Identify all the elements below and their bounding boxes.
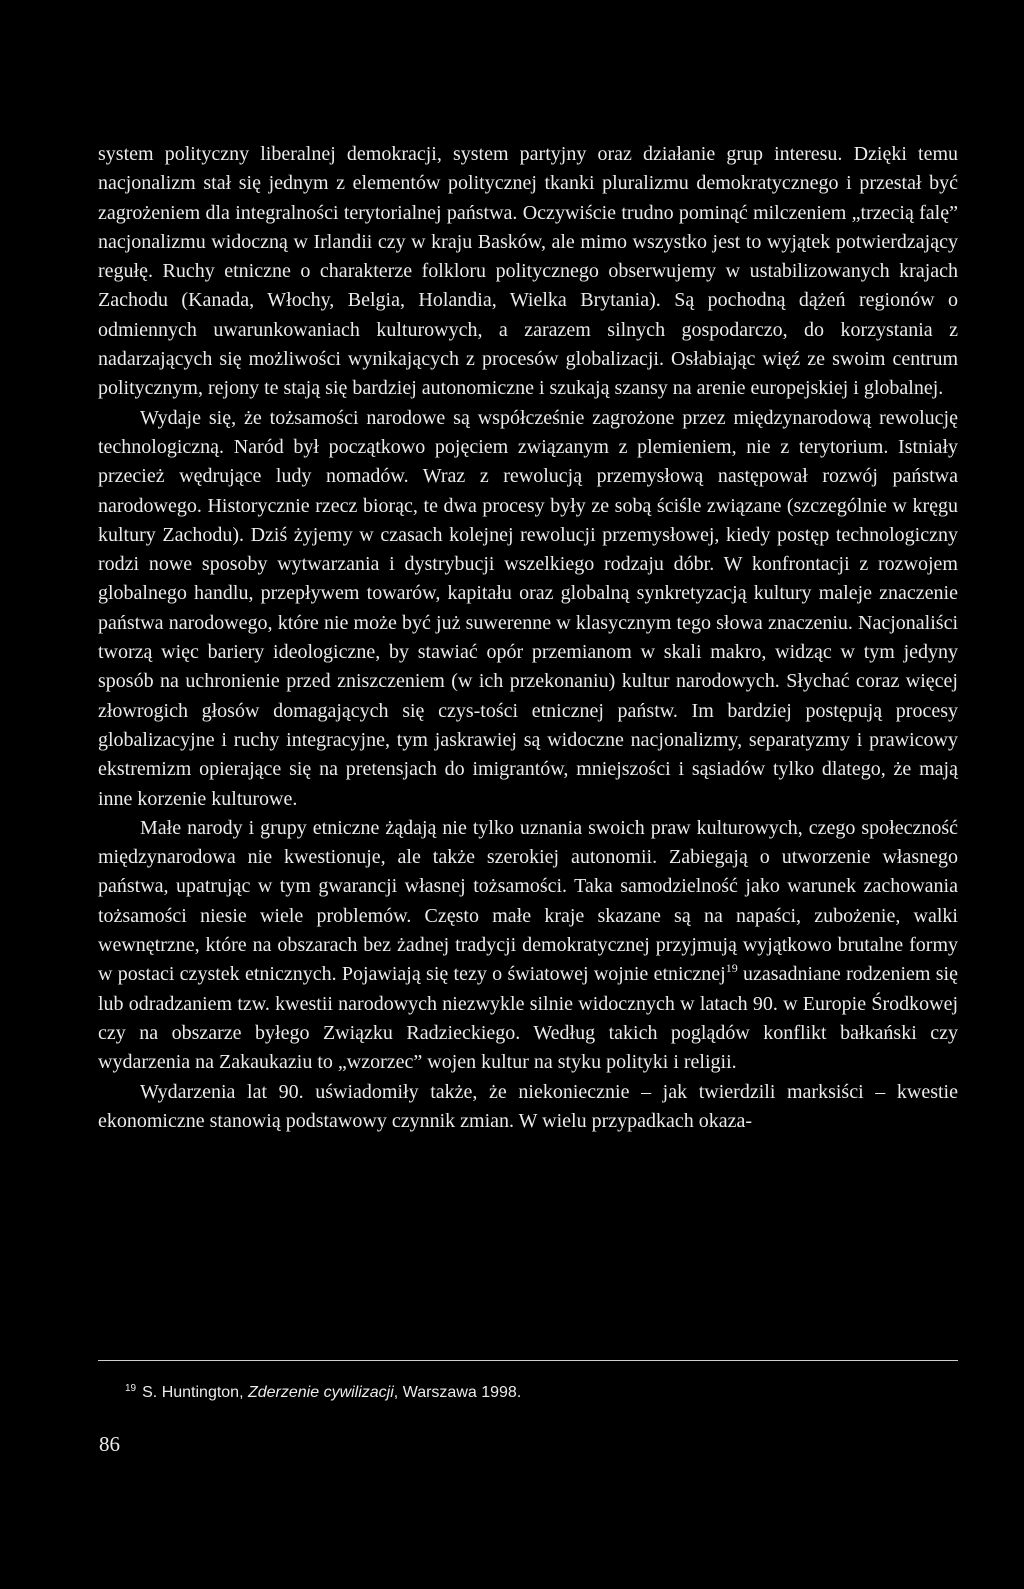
paragraph-text-before-ref: Małe narody i grupy etniczne żądają nie tylko uznania swoich praw kulturowych, czego społeczność międzynarodowa nie kwestionuje, ale także szerokiej autonomii. Zabiegają o utworzenie własnego państwa, upatrując w tym gwarancji własnej tożsamości. Taka samodzielność jako warunek zachowania tożsamości niesie wiele problemów. Często małe kraje skazane są na napaści, zubożenie, walki wewnętrzne, które na obszarach bez żadnej tradycji demokratycznej przyjmują wyjątkowo brutalne formy w postaci czystek etnicznych. Pojawiają się tezy o światowej wojnie etnicznej — [98, 816, 958, 986]
footnote-title: Zderzenie cywilizacji — [247, 1384, 394, 1401]
paragraph-events-90s: Wydarzenia lat 90. uświadomiły także, że niekoniecznie – jak twierdzili marksiści – kwestie ekonomiczne stanowią podstawowy czynnik zmian. W wielu przypadkach okaza- — [98, 1080, 958, 1132]
paragraph-continuation: system polityczny liberalnej demokracji, system partyjny oraz działanie grup interesu. Dzięki temu nacjonalizm stał się jednym z elementów politycznej tkanki pluralizmu demokratycznego i przestał być zagrożeniem dla integralności terytorialnej państwa. Oczywiście trudno pominąć milczeniem „trzecią falę” nacjonalizmu widoczną w Irlandii czy w kraju Basków, ale mimo wszystko jest to wyjątek potwierdzający regułę. Ruchy etniczne o charakterze folkloru politycznego obserwujemy w ustabilizowanych krajach Zachodu (Kanada, Włochy, Belgia, Holandia, Wielka Brytania). Są pochodną dążeń regionów o odmiennych uwarunkowaniach kulturowych, a zarazem silnych gospodarczo, do korzystania z nadarzających się możliwości wynikających z procesów globalizacji. Osłabiając więź ze swoim centrum politycznym, rejony te stają się bardziej autonomiczne i szukają szansy na arenie europejskiej i globalnej. — [98, 143, 958, 400]
footnote-reference[interactable]: 19 — [725, 961, 738, 976]
footnote-author: S. Huntington, — [142, 1384, 248, 1401]
footnote-number: 19 — [125, 1383, 137, 1394]
main-text — [98, 140, 958, 1136]
paragraph-national-identity: Wydaje się, że tożsamości narodowe są współcześnie zagrożone przez międzynarodową rewolucję technologiczną. Naród był początkowo pojęciem związanym z plemieniem, nie z terytorium. Istniały przecież wędrujące ludy nomadów. Wraz z rewolucją przemysłową następował rozwój państwa narodowego. Historycznie rzecz biorąc, te dwa procesy były ze sobą ściśle związane (szczególnie w kręgu kultury Zachodu). Dziś żyjemy w czasach kolejnej rewolucji przemysłowej, kiedy postęp technologiczny rodzi nowe sposoby wytwarzania i dystrybucji wszelkiego rodzaju dóbr. W konfrontacji z rozwojem globalnego handlu, przepływem towarów, kapitału oraz globalną synkretyzacją kultury maleje znaczenie państwa narodowego, które nie może być już suwerenne w klasycznym tego słowa znaczeniu. Nacjonaliści tworzą więc bariery ideologiczne, by stawiać opór przemianom w skali makro, widząc w tym jedyny sposób na uchronienie przed zniszczeniem (w ich przekonaniu) kultur narodowych. Słychać coraz więcej złowrogich głosów domagających się czys-tości etnicznej państw. Im bardziej postępują procesy globalizacyjne i ruchy integracyjne, tym jaskrawiej są widoczne nacjonalizmy, separatyzmy i prawicowy ekstremizm opierające się na pretensjach do imigrantów, mniejszości i sąsiadów tylko dlatego, że mają inne korzenie kulturowe. — [98, 406, 958, 810]
footnote-details: , Warszawa 1998. — [393, 1384, 522, 1401]
paragraph-text-after-ref: uzasadniane rodzeniem się lub odradzaniem tzw. kwestii narodowych niezwykle silnie widocznych w latach 90. w Europie Środkowej czy na obszarze byłego Związku Radzieckiego. Według takich poglądów konflikt bałkański czy wydarzenia na Zakaukaziu to „wzorzec” wojen kultur na styku polityki i religii. — [98, 963, 958, 1074]
footnote-divider — [98, 1360, 958, 1361]
footnote — [125, 1378, 945, 1404]
paragraph-small-nations — [98, 814, 958, 1078]
page-number: 86 — [99, 1432, 120, 1456]
